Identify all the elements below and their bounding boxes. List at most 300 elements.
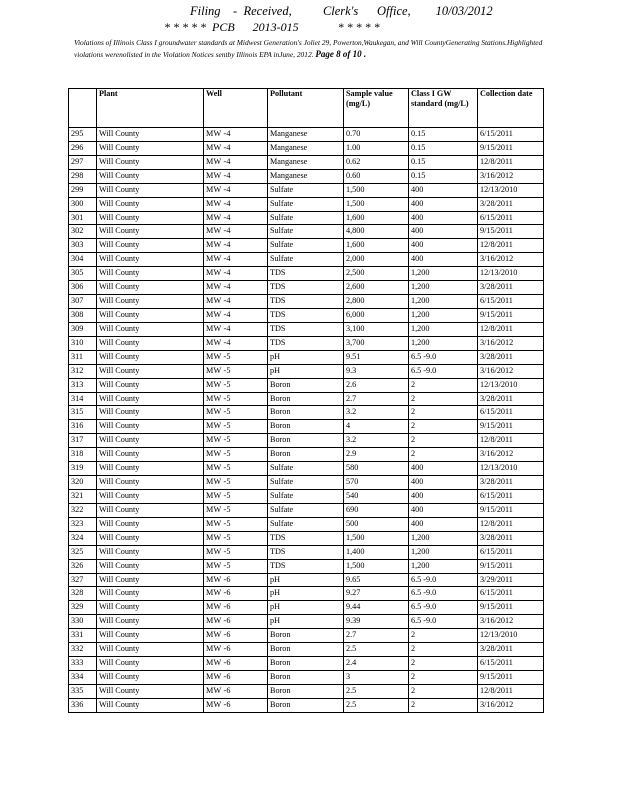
well-cell: MW -4: [204, 155, 268, 169]
pollutant-cell: Sulfate: [268, 211, 344, 225]
plant-cell: Will County: [97, 197, 204, 211]
plant-cell: Will County: [97, 420, 204, 434]
well-cell: MW -4: [204, 281, 268, 295]
well-cell: MW -4: [204, 169, 268, 183]
well-cell: MW -5: [204, 545, 268, 559]
row-number-cell: 329: [69, 601, 97, 615]
row-number-cell: 321: [69, 489, 97, 503]
standard-cell: 6.5 -9.0: [409, 364, 478, 378]
plant-cell: Will County: [97, 629, 204, 643]
pollutant-cell: Boron: [268, 378, 344, 392]
standard-cell: 2: [409, 643, 478, 657]
table-row: [69, 169, 544, 183]
plant-cell: Will County: [97, 364, 204, 378]
table-row: [69, 155, 544, 169]
well-cell: MW -4: [204, 197, 268, 211]
sample-value-cell: 1,500: [344, 559, 409, 573]
collection-date-cell: 12/8/2011: [478, 322, 544, 336]
well-cell: MW -5: [204, 406, 268, 420]
plant-cell: Will County: [97, 531, 204, 545]
table-row: [69, 670, 544, 684]
sample-value-cell: 6,000: [344, 308, 409, 322]
pollutant-cell: Sulfate: [268, 489, 344, 503]
standard-cell: 1,200: [409, 531, 478, 545]
plant-cell: Will County: [97, 253, 204, 267]
collection-date-cell: 9/15/2011: [478, 141, 544, 155]
table-row: [69, 141, 544, 155]
pollutant-cell: Manganese: [268, 128, 344, 142]
well-cell: MW -5: [204, 559, 268, 573]
plant-cell: Will County: [97, 350, 204, 364]
collection-date-cell: 9/15/2011: [478, 503, 544, 517]
collection-date-cell: 3/28/2011: [478, 476, 544, 490]
table-row: [69, 448, 544, 462]
collection-date-cell: 3/16/2012: [478, 169, 544, 183]
plant-cell: Will County: [97, 211, 204, 225]
sample-value-cell: 540: [344, 489, 409, 503]
collection-date-cell: 3/28/2011: [478, 350, 544, 364]
column-header-collection-date: Collection date: [478, 89, 544, 128]
pollutant-cell: Manganese: [268, 141, 344, 155]
table-row: [69, 559, 544, 573]
collection-date-cell: 3/28/2011: [478, 531, 544, 545]
table-row: [69, 364, 544, 378]
sample-value-cell: 570: [344, 476, 409, 490]
pollutant-cell: Sulfate: [268, 462, 344, 476]
sample-value-cell: 2,600: [344, 281, 409, 295]
well-cell: MW -4: [204, 211, 268, 225]
plant-cell: Will County: [97, 698, 204, 712]
row-number-cell: 328: [69, 587, 97, 601]
table-row: [69, 517, 544, 531]
plant-cell: Will County: [97, 295, 204, 309]
pollutant-cell: pH: [268, 601, 344, 615]
column-header-plant: Plant: [97, 89, 204, 128]
standard-cell: 0.15: [409, 128, 478, 142]
collection-date-cell: 12/8/2011: [478, 517, 544, 531]
standard-cell: 6.5 -9.0: [409, 350, 478, 364]
standard-cell: 0.15: [409, 169, 478, 183]
sample-value-cell: 9.44: [344, 601, 409, 615]
table-row: [69, 336, 544, 350]
plant-cell: Will County: [97, 462, 204, 476]
collection-date-cell: 3/16/2012: [478, 615, 544, 629]
collection-date-cell: 9/15/2011: [478, 420, 544, 434]
row-number-cell: 331: [69, 629, 97, 643]
sample-value-cell: 9.27: [344, 587, 409, 601]
intro-text: Violations of Illinois Class I groundwater standards at Midwest Generation's Joliet 29, Powerton,Waukegan, and Will CountyGenerating Stations.Highlighted violations werenolisted in the Violation Notices sentby Illinois EPA inJune, 2012.: [74, 38, 543, 59]
row-number-cell: 315: [69, 406, 97, 420]
sample-value-cell: 2.5: [344, 684, 409, 698]
standard-cell: 2: [409, 670, 478, 684]
plant-cell: Will County: [97, 378, 204, 392]
standard-cell: 2: [409, 629, 478, 643]
plant-cell: Will County: [97, 267, 204, 281]
table-row: [69, 308, 544, 322]
well-cell: MW -5: [204, 420, 268, 434]
sample-value-cell: 1,500: [344, 183, 409, 197]
standard-cell: 2: [409, 698, 478, 712]
table-row: [69, 629, 544, 643]
standard-cell: 1,200: [409, 545, 478, 559]
pollutant-cell: Boron: [268, 657, 344, 671]
table-row: [69, 378, 544, 392]
standard-cell: 400: [409, 225, 478, 239]
collection-date-cell: 9/15/2011: [478, 308, 544, 322]
pollutant-cell: Manganese: [268, 169, 344, 183]
sample-value-cell: 9.51: [344, 350, 409, 364]
row-number-cell: 325: [69, 545, 97, 559]
well-cell: MW -5: [204, 434, 268, 448]
well-cell: MW -5: [204, 364, 268, 378]
standard-cell: 1,200: [409, 322, 478, 336]
well-cell: MW -5: [204, 448, 268, 462]
sample-value-cell: 1.00: [344, 141, 409, 155]
standard-cell: 400: [409, 183, 478, 197]
row-number-cell: 324: [69, 531, 97, 545]
plant-cell: Will County: [97, 587, 204, 601]
plant-cell: Will County: [97, 239, 204, 253]
pollutant-cell: Boron: [268, 629, 344, 643]
pollutant-cell: Sulfate: [268, 183, 344, 197]
table-row: [69, 253, 544, 267]
sample-value-cell: 3.2: [344, 434, 409, 448]
plant-cell: Will County: [97, 545, 204, 559]
row-number-cell: 296: [69, 141, 97, 155]
plant-cell: Will County: [97, 489, 204, 503]
pollutant-cell: Boron: [268, 448, 344, 462]
well-cell: MW -5: [204, 392, 268, 406]
row-number-cell: 302: [69, 225, 97, 239]
collection-date-cell: 9/15/2011: [478, 225, 544, 239]
plant-cell: Will County: [97, 434, 204, 448]
plant-cell: Will County: [97, 141, 204, 155]
row-number-cell: 304: [69, 253, 97, 267]
row-number-cell: 327: [69, 573, 97, 587]
collection-date-cell: 12/8/2011: [478, 684, 544, 698]
pollutant-cell: pH: [268, 364, 344, 378]
table-row: [69, 601, 544, 615]
plant-cell: Will County: [97, 183, 204, 197]
pollutant-cell: pH: [268, 350, 344, 364]
row-number-cell: 299: [69, 183, 97, 197]
plant-cell: Will County: [97, 503, 204, 517]
pollutant-cell: Sulfate: [268, 239, 344, 253]
table-row: [69, 183, 544, 197]
pollutant-cell: Boron: [268, 670, 344, 684]
pollutant-cell: TDS: [268, 336, 344, 350]
plant-cell: Will County: [97, 336, 204, 350]
pollutant-cell: Sulfate: [268, 503, 344, 517]
collection-date-cell: 3/28/2011: [478, 392, 544, 406]
plant-cell: Will County: [97, 559, 204, 573]
row-number-cell: 303: [69, 239, 97, 253]
well-cell: MW -5: [204, 531, 268, 545]
standard-cell: 400: [409, 211, 478, 225]
row-number-cell: 318: [69, 448, 97, 462]
pollutant-cell: TDS: [268, 531, 344, 545]
pollutant-cell: Boron: [268, 392, 344, 406]
well-cell: MW -4: [204, 322, 268, 336]
well-cell: MW -6: [204, 601, 268, 615]
well-cell: MW -4: [204, 239, 268, 253]
column-header-sample-value: Sample value (mg/L): [344, 89, 409, 128]
plant-cell: Will County: [97, 392, 204, 406]
standard-cell: 2: [409, 378, 478, 392]
well-cell: MW -6: [204, 615, 268, 629]
collection-date-cell: 6/15/2011: [478, 295, 544, 309]
pollutant-cell: pH: [268, 573, 344, 587]
pollutant-cell: TDS: [268, 295, 344, 309]
well-cell: MW -5: [204, 378, 268, 392]
plant-cell: Will County: [97, 601, 204, 615]
well-cell: MW -5: [204, 462, 268, 476]
standard-cell: 2: [409, 684, 478, 698]
table-row: [69, 239, 544, 253]
table-row: [69, 281, 544, 295]
pollutant-cell: Boron: [268, 406, 344, 420]
row-number-cell: 298: [69, 169, 97, 183]
row-number-cell: 322: [69, 503, 97, 517]
table-row: [69, 698, 544, 712]
collection-date-cell: 12/13/2010: [478, 378, 544, 392]
collection-date-cell: 6/15/2011: [478, 489, 544, 503]
collection-date-cell: 3/16/2012: [478, 253, 544, 267]
well-cell: MW -5: [204, 350, 268, 364]
sample-value-cell: 1,600: [344, 211, 409, 225]
plant-cell: Will County: [97, 684, 204, 698]
pollutant-cell: Boron: [268, 434, 344, 448]
collection-date-cell: 12/8/2011: [478, 434, 544, 448]
well-cell: MW -4: [204, 183, 268, 197]
row-number-cell: 314: [69, 392, 97, 406]
collection-date-cell: 9/15/2011: [478, 601, 544, 615]
table-row: [69, 420, 544, 434]
row-number-cell: 300: [69, 197, 97, 211]
sample-value-cell: 0.70: [344, 128, 409, 142]
collection-date-cell: 3/16/2012: [478, 698, 544, 712]
row-number-cell: 330: [69, 615, 97, 629]
plant-cell: Will County: [97, 406, 204, 420]
table-row: [69, 406, 544, 420]
sample-value-cell: 3.2: [344, 406, 409, 420]
table-row: [69, 615, 544, 629]
table-row: [69, 295, 544, 309]
well-cell: MW -6: [204, 657, 268, 671]
pollutant-cell: pH: [268, 615, 344, 629]
table-row: [69, 657, 544, 671]
column-header-well: Well: [204, 89, 268, 128]
pcb-header: * * * * * PCB 2013-015 * * * * *: [164, 20, 380, 34]
collection-date-cell: 6/15/2011: [478, 211, 544, 225]
standard-cell: 400: [409, 253, 478, 267]
table-row: [69, 531, 544, 545]
well-cell: MW -4: [204, 295, 268, 309]
pollutant-cell: Manganese: [268, 155, 344, 169]
pollutant-cell: TDS: [268, 281, 344, 295]
sample-value-cell: 2.5: [344, 698, 409, 712]
column-header-pollutant: Pollutant: [268, 89, 344, 128]
standard-cell: 400: [409, 503, 478, 517]
standard-cell: 1,200: [409, 281, 478, 295]
row-number-cell: 301: [69, 211, 97, 225]
plant-cell: Will County: [97, 517, 204, 531]
intro-paragraph: [74, 38, 560, 60]
sample-value-cell: 690: [344, 503, 409, 517]
table-row: [69, 684, 544, 698]
well-cell: MW -6: [204, 587, 268, 601]
row-number-cell: 311: [69, 350, 97, 364]
standard-cell: 400: [409, 197, 478, 211]
sample-value-cell: 2.5: [344, 643, 409, 657]
well-cell: MW -4: [204, 253, 268, 267]
pollutant-cell: TDS: [268, 545, 344, 559]
row-number-cell: 306: [69, 281, 97, 295]
column-header-standard: Class I GW standard (mg/L): [409, 89, 478, 128]
standard-cell: 2: [409, 434, 478, 448]
pollutant-cell: TDS: [268, 322, 344, 336]
pollutant-cell: TDS: [268, 559, 344, 573]
row-number-cell: 334: [69, 670, 97, 684]
sample-value-cell: 4,800: [344, 225, 409, 239]
collection-date-cell: 12/13/2010: [478, 183, 544, 197]
plant-cell: Will County: [97, 448, 204, 462]
row-number-cell: 307: [69, 295, 97, 309]
plant-cell: Will County: [97, 169, 204, 183]
table-row: [69, 545, 544, 559]
table-row: [69, 573, 544, 587]
standard-cell: 0.15: [409, 155, 478, 169]
table-row: [69, 462, 544, 476]
pollutant-cell: Boron: [268, 420, 344, 434]
plant-cell: Will County: [97, 657, 204, 671]
collection-date-cell: 3/28/2011: [478, 281, 544, 295]
sample-value-cell: 2,500: [344, 267, 409, 281]
row-number-cell: 335: [69, 684, 97, 698]
well-cell: MW -4: [204, 336, 268, 350]
well-cell: MW -5: [204, 476, 268, 490]
row-number-cell: 309: [69, 322, 97, 336]
collection-date-cell: 3/29/2011: [478, 573, 544, 587]
collection-date-cell: 12/13/2010: [478, 267, 544, 281]
collection-date-cell: 3/28/2011: [478, 643, 544, 657]
violations-table: [68, 88, 544, 713]
row-number-cell: 332: [69, 643, 97, 657]
well-cell: MW -5: [204, 489, 268, 503]
pollutant-cell: TDS: [268, 267, 344, 281]
collection-date-cell: 9/15/2011: [478, 559, 544, 573]
table-row: [69, 197, 544, 211]
row-number-cell: 317: [69, 434, 97, 448]
pollutant-cell: Boron: [268, 684, 344, 698]
plant-cell: Will County: [97, 643, 204, 657]
standard-cell: 6.5 -9.0: [409, 615, 478, 629]
table-row: [69, 322, 544, 336]
well-cell: MW -6: [204, 698, 268, 712]
standard-cell: 6.5 -9.0: [409, 601, 478, 615]
collection-date-cell: 12/13/2010: [478, 462, 544, 476]
sample-value-cell: 2.9: [344, 448, 409, 462]
collection-date-cell: 6/15/2011: [478, 406, 544, 420]
filing-header: Filing - Received, Clerk's Office, 10/03/2012: [190, 4, 493, 18]
well-cell: MW -6: [204, 629, 268, 643]
collection-date-cell: 6/15/2011: [478, 657, 544, 671]
sample-value-cell: 0.62: [344, 155, 409, 169]
sample-value-cell: 9.3: [344, 364, 409, 378]
sample-value-cell: 4: [344, 420, 409, 434]
well-cell: MW -4: [204, 308, 268, 322]
pollutant-cell: Sulfate: [268, 517, 344, 531]
sample-value-cell: 580: [344, 462, 409, 476]
standard-cell: 2: [409, 392, 478, 406]
plant-cell: Will County: [97, 322, 204, 336]
row-number-cell: 305: [69, 267, 97, 281]
standard-cell: 0.15: [409, 141, 478, 155]
sample-value-cell: 2.4: [344, 657, 409, 671]
sample-value-cell: 500: [344, 517, 409, 531]
plant-cell: Will County: [97, 476, 204, 490]
pollutant-cell: Sulfate: [268, 197, 344, 211]
table-row: [69, 392, 544, 406]
table-row: [69, 476, 544, 490]
sample-value-cell: 3,100: [344, 322, 409, 336]
plant-cell: Will County: [97, 155, 204, 169]
row-number-cell: 310: [69, 336, 97, 350]
well-cell: MW -4: [204, 267, 268, 281]
table-row: [69, 211, 544, 225]
table-row: [69, 643, 544, 657]
sample-value-cell: 2,000: [344, 253, 409, 267]
row-number-cell: 313: [69, 378, 97, 392]
well-cell: MW -6: [204, 573, 268, 587]
collection-date-cell: 3/28/2011: [478, 197, 544, 211]
collection-date-cell: 6/15/2011: [478, 128, 544, 142]
table-row: [69, 128, 544, 142]
standard-cell: 1,200: [409, 267, 478, 281]
standard-cell: 2: [409, 420, 478, 434]
row-number-cell: 316: [69, 420, 97, 434]
plant-cell: Will County: [97, 128, 204, 142]
collection-date-cell: 12/8/2011: [478, 239, 544, 253]
table-row: [69, 225, 544, 239]
sample-value-cell: 2,800: [344, 295, 409, 309]
well-cell: MW -6: [204, 670, 268, 684]
collection-date-cell: 12/8/2011: [478, 155, 544, 169]
row-number-cell: 320: [69, 476, 97, 490]
well-cell: MW -6: [204, 684, 268, 698]
row-number-cell: 308: [69, 308, 97, 322]
well-cell: MW -4: [204, 225, 268, 239]
pollutant-cell: Sulfate: [268, 225, 344, 239]
row-number-cell: 295: [69, 128, 97, 142]
standard-cell: 1,200: [409, 295, 478, 309]
sample-value-cell: 2.6: [344, 378, 409, 392]
pollutant-cell: Boron: [268, 698, 344, 712]
well-cell: MW -5: [204, 517, 268, 531]
collection-date-cell: 9/15/2011: [478, 670, 544, 684]
table-header-row: [69, 89, 544, 128]
standard-cell: 1,200: [409, 559, 478, 573]
plant-cell: Will County: [97, 670, 204, 684]
collection-date-cell: 6/15/2011: [478, 587, 544, 601]
collection-date-cell: 12/13/2010: [478, 629, 544, 643]
standard-cell: 1,200: [409, 336, 478, 350]
column-header-row-number: [69, 89, 97, 128]
sample-value-cell: 1,500: [344, 531, 409, 545]
sample-value-cell: 0.60: [344, 169, 409, 183]
standard-cell: 400: [409, 517, 478, 531]
row-number-cell: 319: [69, 462, 97, 476]
